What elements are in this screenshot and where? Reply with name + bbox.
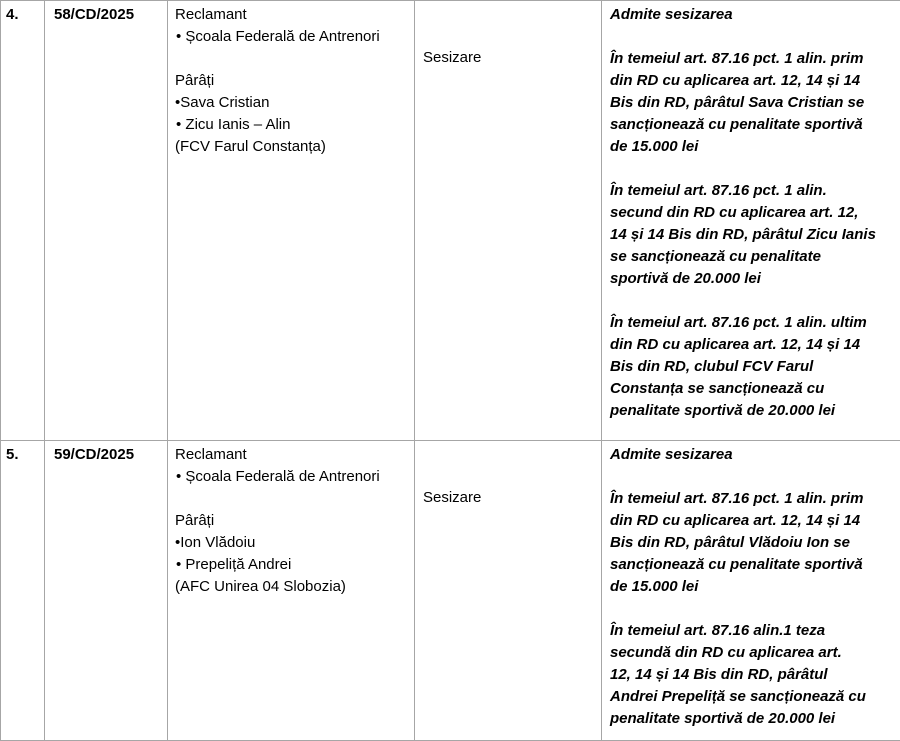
defendant-name: • Zicu Ianis – Alin (175, 114, 414, 136)
club-name: (AFC Unirea 04 Slobozia) (175, 576, 414, 598)
table-row (1, 441, 900, 741)
row-number: 4. (1, 1, 44, 26)
decision-line: din RD cu aplicarea art. 12, 14 și 14 (610, 510, 900, 532)
decision-cell (602, 441, 900, 741)
case-number-cell (45, 441, 168, 741)
decision-line: În temeiul art. 87.16 pct. 1 alin. prim (610, 488, 900, 510)
decision-line: Constanța se sancționează cu (610, 378, 900, 400)
case-number: 58/CD/2025 (45, 1, 167, 26)
decision-line: Bis din RD, clubul FCV Farul (610, 356, 900, 378)
decision-line: penalitate sportivă de 20.000 lei (610, 708, 900, 730)
claimant-heading: Reclamant (175, 444, 414, 466)
defendants-heading: Pârâți (175, 70, 414, 92)
decision-line: În temeiul art. 87.16 pct. 1 alin. prim (610, 48, 900, 70)
case-number: 59/CD/2025 (45, 441, 167, 466)
claimant-heading: Reclamant (175, 4, 414, 26)
decision-line: În temeiul art. 87.16 pct. 1 alin. ultim (610, 312, 900, 334)
decision-paragraph (610, 180, 900, 290)
decision-line: de 15.000 lei (610, 136, 900, 158)
defendants-heading: Pârâți (175, 510, 414, 532)
row-number: 5. (1, 441, 44, 466)
decision-paragraph (610, 620, 900, 730)
decision-line: sancționează cu penalitate sportivă (610, 114, 900, 136)
decision-line: Bis din RD, pârâtul Sava Cristian se (610, 92, 900, 114)
table-row (1, 1, 900, 441)
defendant-name: •Ion Vlădoiu (175, 532, 414, 554)
claimant-name: • Școala Federală de Antrenori (175, 466, 414, 488)
decision-line: În temeiul art. 87.16 pct. 1 alin. (610, 180, 900, 202)
decision-line: Andrei Prepeliță se sancționează cu (610, 686, 900, 708)
decision-title: Admite sesizarea (610, 444, 900, 466)
case-number-cell (45, 1, 168, 441)
decision-cell (602, 1, 900, 441)
club-name: (FCV Farul Constanța) (175, 136, 414, 158)
decision-line: se sancționează cu penalitate (610, 246, 900, 268)
decision-line: din RD cu aplicarea art. 12, 14 și 14 (610, 70, 900, 92)
decision-paragraph (610, 488, 900, 598)
decision-line: În temeiul art. 87.16 alin.1 teza (610, 620, 900, 642)
decision-line: sancționează cu penalitate sportivă (610, 554, 900, 576)
parties-cell (168, 1, 415, 441)
case-type-cell (415, 441, 602, 741)
decision-line: 14 și 14 Bis din RD, pârâtul Zicu Ianis (610, 224, 900, 246)
case-type-cell (415, 1, 602, 441)
row-number-cell (1, 1, 45, 441)
decision-paragraph (610, 48, 900, 158)
parties-cell (168, 441, 415, 741)
row-number-cell (1, 441, 45, 741)
decision-line: penalitate sportivă de 20.000 lei (610, 400, 900, 422)
decision-title: Admite sesizarea (610, 4, 900, 26)
decision-line: de 15.000 lei (610, 576, 900, 598)
case-type: Sesizare (415, 1, 601, 69)
defendant-name: •Sava Cristian (175, 92, 414, 114)
claimant-name: • Școala Federală de Antrenori (175, 26, 414, 48)
decision-line: 12, 14 și 14 Bis din RD, pârâtul (610, 664, 900, 686)
decision-paragraph (610, 312, 900, 422)
case-type: Sesizare (415, 441, 601, 509)
decision-line: Bis din RD, pârâtul Vlădoiu Ion se (610, 532, 900, 554)
decision-line: din RD cu aplicarea art. 12, 14 și 14 (610, 334, 900, 356)
defendant-name: • Prepeliță Andrei (175, 554, 414, 576)
decision-line: sportivă de 20.000 lei (610, 268, 900, 290)
decision-line: secund din RD cu aplicarea art. 12, (610, 202, 900, 224)
decision-line: secundă din RD cu aplicarea art. (610, 642, 900, 664)
